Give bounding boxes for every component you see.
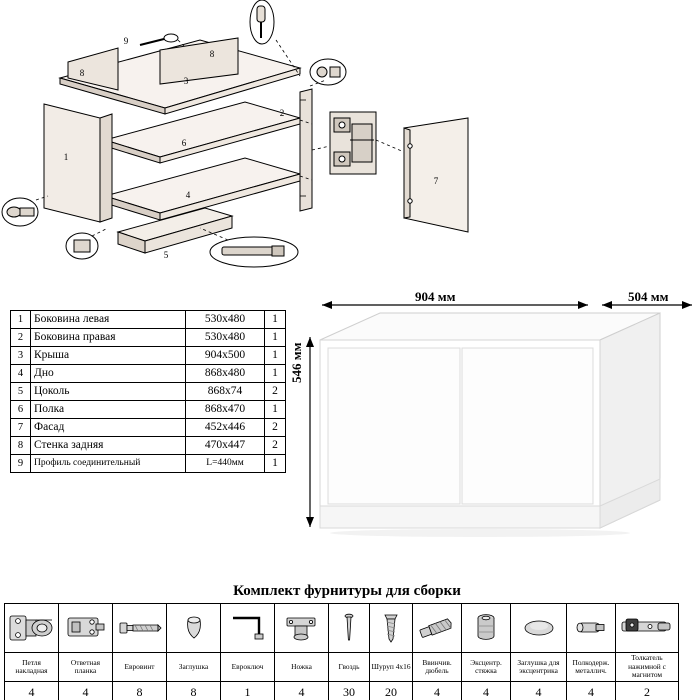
height-dimension-label: 546 мм: [289, 342, 304, 383]
part-name: Дно: [31, 365, 186, 383]
hinge-cell: [5, 604, 59, 653]
hardware-label: Толкатель нажимной с магнитом: [616, 653, 679, 682]
hardware-count: 2: [616, 682, 679, 700]
hardware-label: Евровинт: [113, 653, 167, 682]
callout-2: 2: [279, 108, 285, 118]
part-name: Крыша: [31, 347, 186, 365]
eccentric-cell: [462, 604, 511, 653]
part-name: Стенка задняя: [31, 437, 186, 455]
part-name: Боковина правая: [31, 329, 186, 347]
callout-9: 9: [123, 36, 129, 46]
hardware-count: 4: [413, 682, 462, 700]
hinge-plate-icon: [62, 606, 110, 650]
hardware-count: 8: [113, 682, 167, 700]
dowel-cell: [413, 604, 462, 653]
part-size: 868х480: [186, 365, 265, 383]
eccentric-cap-cell: [511, 604, 567, 653]
part-qty: 2: [265, 437, 286, 455]
part-qty: 2: [265, 383, 286, 401]
cabinet-svg: [300, 285, 694, 555]
part-name: Цоколь: [31, 383, 186, 401]
hardware-label: Петля накладная: [5, 653, 59, 682]
part-size: L=440мм: [186, 455, 265, 473]
magnet-catch-cell: [616, 604, 679, 653]
euro-screw-icon: [116, 606, 164, 650]
magnet-catch-icon: [616, 606, 678, 650]
hardware-count: 1: [221, 682, 275, 700]
part-size: 868х74: [186, 383, 265, 401]
table-row: [11, 329, 286, 347]
part-qty: 1: [265, 329, 286, 347]
part-name: Фасад: [31, 419, 186, 437]
part-size: 904х500: [186, 347, 265, 365]
leg-cell: [275, 604, 329, 653]
hardware-labels-row: [5, 653, 679, 682]
table-row: [11, 365, 286, 383]
euro-screw-cell: [113, 604, 167, 653]
callout-3: 3: [183, 76, 189, 86]
part-name: Профиль соединительный: [31, 455, 186, 473]
part-qty: 1: [265, 347, 286, 365]
hardware-label: Полкодерж. металлич.: [567, 653, 616, 682]
hardware-count: 4: [59, 682, 113, 700]
hardware-count: 4: [511, 682, 567, 700]
hardware-icons-row: [5, 604, 679, 653]
hardware-label: Ввинчив. дюбель: [413, 653, 462, 682]
part-number: 4: [11, 365, 31, 383]
part-name: Полка: [31, 401, 186, 419]
eccentric-cap-icon: [514, 606, 564, 650]
leg-icon: [279, 606, 325, 650]
callout-8-left: 8: [79, 68, 85, 78]
finished-cabinet-drawing: [300, 285, 694, 555]
diagram-svg: [0, 0, 500, 290]
dowel-icon: [414, 606, 460, 650]
hardware-label: Гвоздь: [329, 653, 370, 682]
part-number: 2: [11, 329, 31, 347]
part-size: 530х480: [186, 329, 265, 347]
part-qty: 1: [265, 365, 286, 383]
callout-1: 1: [63, 152, 69, 162]
cap-icon: [172, 606, 216, 650]
eccentric-icon: [464, 606, 508, 650]
part-number: 7: [11, 419, 31, 437]
shelf-support-cell: [567, 604, 616, 653]
hardware-count: 20: [370, 682, 413, 700]
callout-8-right: 8: [209, 49, 215, 59]
table-row: [11, 455, 286, 473]
hinge-plate-cell: [59, 604, 113, 653]
part-qty: 1: [265, 455, 286, 473]
width-dimension-label: 904 мм: [415, 289, 456, 304]
shelf-support-icon: [568, 606, 614, 650]
screw-icon: [372, 606, 410, 650]
hardware-label: Заглушка для эксцентрика: [511, 653, 567, 682]
part-size: 868х470: [186, 401, 265, 419]
table-row: [11, 311, 286, 329]
hardware-label: Шуруп 4х16: [370, 653, 413, 682]
euro-key-icon: [225, 606, 271, 650]
nail-icon: [331, 606, 367, 650]
part-number: 5: [11, 383, 31, 401]
part-name: Боковина левая: [31, 311, 186, 329]
exploded-assembly-diagram: [0, 0, 500, 290]
hardware-count: 4: [275, 682, 329, 700]
table-row: [11, 437, 286, 455]
screw-cell: [370, 604, 413, 653]
part-qty: 1: [265, 401, 286, 419]
table-row: [11, 383, 286, 401]
hardware-count: 4: [5, 682, 59, 700]
hardware-label: Ножка: [275, 653, 329, 682]
hardware-table: [4, 603, 679, 700]
part-size: 470х447: [186, 437, 265, 455]
table-row: [11, 419, 286, 437]
euro-key-cell: [221, 604, 275, 653]
callout-7: 7: [433, 176, 439, 186]
cap-cell: [167, 604, 221, 653]
part-number: 1: [11, 311, 31, 329]
hardware-count: 8: [167, 682, 221, 700]
part-qty: 2: [265, 419, 286, 437]
hardware-count: 4: [462, 682, 511, 700]
nail-cell: [329, 604, 370, 653]
hardware-label: Эксцентр. стяжка: [462, 653, 511, 682]
part-number: 3: [11, 347, 31, 365]
part-size: 452х446: [186, 419, 265, 437]
parts-table: [10, 310, 286, 473]
hinge-icon: [7, 606, 57, 650]
hardware-kit-title: Комплект фурнитуры для сборки: [233, 583, 461, 599]
hardware-counts-row: [5, 682, 679, 700]
callout-4: 4: [185, 190, 191, 200]
table-row: [11, 347, 286, 365]
hardware-label: Заглушка: [167, 653, 221, 682]
part-number: 6: [11, 401, 31, 419]
part-number: 9: [11, 455, 31, 473]
part-number: 8: [11, 437, 31, 455]
callout-6: 6: [181, 138, 187, 148]
part-size: 530х480: [186, 311, 265, 329]
table-row: [11, 401, 286, 419]
hardware-count: 4: [567, 682, 616, 700]
callout-5: 5: [163, 250, 169, 260]
depth-dimension-label: 504 мм: [628, 289, 669, 304]
hardware-label: Евроключ: [221, 653, 275, 682]
part-qty: 1: [265, 311, 286, 329]
hardware-count: 30: [329, 682, 370, 700]
hardware-label: Ответная планка: [59, 653, 113, 682]
